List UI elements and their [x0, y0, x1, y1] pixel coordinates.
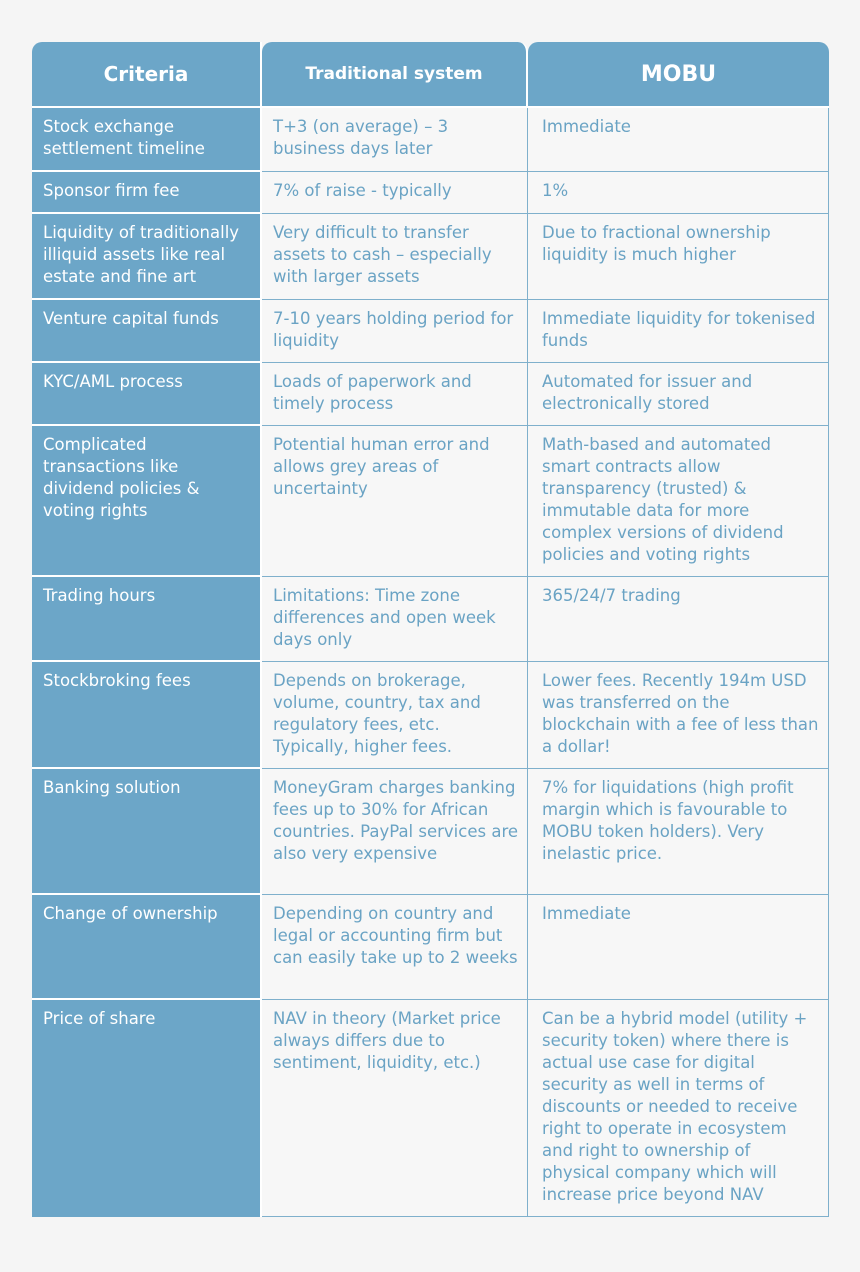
traditional-cell: Potential human error and allows grey areas of uncertainty [262, 426, 528, 577]
mobu-cell: Due to fractional ownership liquidity is much higher [528, 214, 829, 300]
traditional-cell: NAV in theory (Market price always differs due to sentiment, liquidity, etc.) [262, 1000, 528, 1217]
mobu-cell: Automated for issuer and electronically stored [528, 363, 829, 426]
traditional-cell: T+3 (on average) – 3 business days later [262, 108, 528, 172]
table-row [32, 214, 829, 300]
criteria-cell: Banking solution [32, 769, 262, 895]
mobu-cell: Immediate liquidity for tokenised funds [528, 300, 829, 363]
table-row [32, 662, 829, 769]
traditional-cell: 7% of raise - typically [262, 172, 528, 214]
traditional-cell: Depends on brokerage, volume, country, tax and regulatory fees, etc. Typically, higher fees. [262, 662, 528, 769]
table-row [32, 172, 829, 214]
criteria-cell: Complicated transactions like dividend policies & voting rights [32, 426, 262, 577]
mobu-cell: Immediate [528, 895, 829, 1000]
traditional-cell: MoneyGram charges banking fees up to 30% for African countries. PayPal services are also very expensive [262, 769, 528, 895]
table-row [32, 300, 829, 363]
header-mobu: MOBU [528, 42, 829, 108]
traditional-cell: Loads of paperwork and timely process [262, 363, 528, 426]
criteria-cell: Stock exchange settlement timeline [32, 108, 262, 172]
criteria-cell: Price of share [32, 1000, 262, 1217]
table-row [32, 108, 829, 172]
traditional-cell: 7-10 years holding period for liquidity [262, 300, 528, 363]
mobu-cell: 7% for liquidations (high profit margin which is favourable to MOBU token holders). Very inelastic price. [528, 769, 829, 895]
mobu-cell: Math-based and automated smart contracts allow transparency (trusted) & immutable data for more complex versions of dividend policies and voting rights [528, 426, 829, 577]
traditional-cell: Very difficult to transfer assets to cash – especially with larger assets [262, 214, 528, 300]
traditional-cell: Depending on country and legal or accounting firm but can easily take up to 2 weeks [262, 895, 528, 1000]
mobu-cell: Immediate [528, 108, 829, 172]
table-row [32, 895, 829, 1000]
criteria-cell: Liquidity of traditionally illiquid assets like real estate and fine art [32, 214, 262, 300]
traditional-cell: Limitations: Time zone differences and open week days only [262, 577, 528, 662]
criteria-cell: KYC/AML process [32, 363, 262, 426]
table-row [32, 1000, 829, 1217]
header-criteria: Criteria [32, 42, 262, 108]
table-row [32, 577, 829, 662]
mobu-cell: Can be a hybrid model (utility + security token) where there is actual use case for digital security as well in terms of discounts or needed to receive right to operate in ecosystem and right to ownership of physical company which will increase price beyond NAV [528, 1000, 829, 1217]
mobu-cell: Lower fees. Recently 194m USD was transferred on the blockchain with a fee of less than a dollar! [528, 662, 829, 769]
criteria-cell: Trading hours [32, 577, 262, 662]
criteria-cell: Stockbroking fees [32, 662, 262, 769]
comparison-table-container [32, 42, 829, 1217]
header-row [32, 42, 829, 108]
comparison-table [32, 42, 829, 1217]
table-row [32, 769, 829, 895]
criteria-cell: Sponsor firm fee [32, 172, 262, 214]
criteria-cell: Venture capital funds [32, 300, 262, 363]
table-row [32, 426, 829, 577]
table-row [32, 363, 829, 426]
mobu-cell: 1% [528, 172, 829, 214]
header-traditional: Traditional system [262, 42, 528, 108]
mobu-cell: 365/24/7 trading [528, 577, 829, 662]
criteria-cell: Change of ownership [32, 895, 262, 1000]
